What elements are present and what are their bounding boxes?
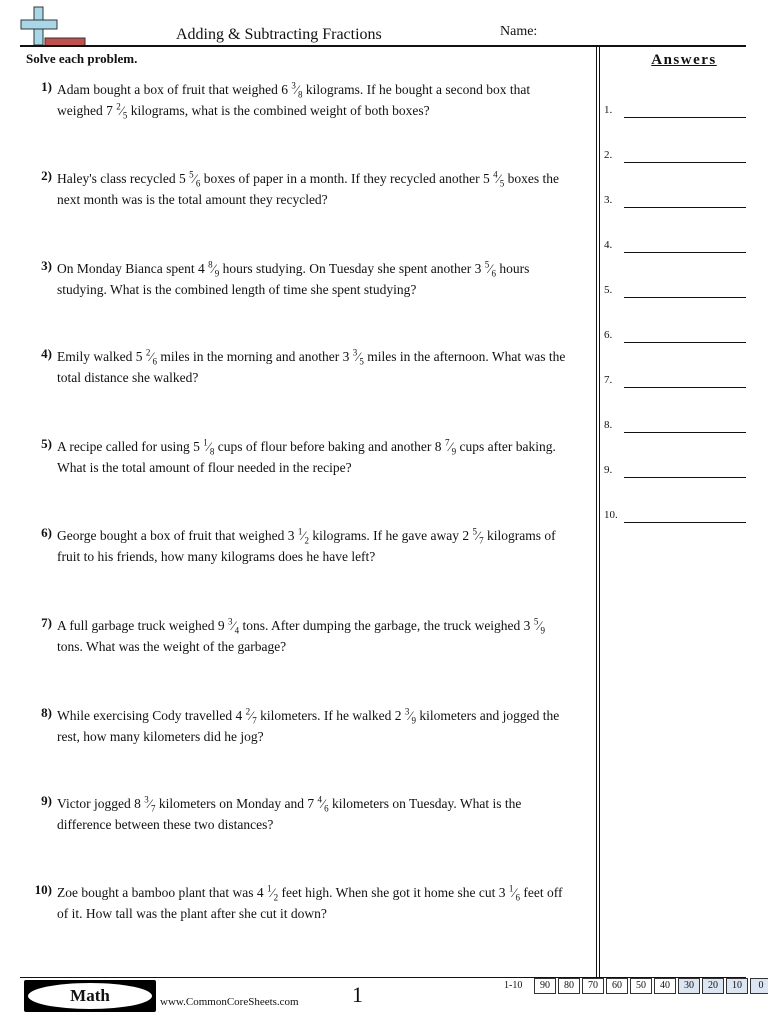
fraction: $^1⁄_2$ xyxy=(266,883,279,903)
problem-text: Emily walked 5 $^2⁄_6$ miles in the morning and another 3 $^3⁄_5$ miles in the afternoon. What was the total distance she walked? xyxy=(57,347,566,385)
fraction: $^4⁄_5$ xyxy=(493,169,505,189)
answer-blank[interactable] xyxy=(624,162,746,163)
problem-text: Adam bought a box of fruit that weighed 6 $^3⁄_8$ kilograms. If he bought a second box that weighed 7 $^2⁄_5$ kilograms, what is the combined weight of both boxes? xyxy=(57,80,531,121)
worksheet-title: Adding & Subtracting Fractions xyxy=(176,26,382,43)
math-badge xyxy=(24,980,156,1012)
answer-number: 6. xyxy=(604,329,613,341)
fraction: $^2⁄_6$ xyxy=(145,347,158,367)
column-divider xyxy=(596,47,597,977)
score-cell: 90 xyxy=(534,978,556,994)
score-cell: 20 xyxy=(702,978,724,994)
score-cell: 70 xyxy=(582,978,604,994)
answer-blank[interactable] xyxy=(624,522,746,523)
logo-icon xyxy=(20,6,86,48)
answer-number: 7. xyxy=(604,374,613,386)
score-cell: 50 xyxy=(630,978,652,994)
column-divider xyxy=(599,47,600,977)
problem-item xyxy=(24,346,572,388)
answer-blank[interactable] xyxy=(624,432,746,433)
answer-blank[interactable] xyxy=(624,387,746,388)
problem-item xyxy=(24,525,572,567)
score-cell: 60 xyxy=(606,978,628,994)
answer-blank[interactable] xyxy=(624,342,746,343)
header-rule xyxy=(20,45,746,47)
answer-blank[interactable] xyxy=(624,117,746,118)
problem-text: A full garbage truck weighed 9 $^3⁄_4$ tons. After dumping the garbage, the truck weighed 3 $^5⁄_9$ tons. What was the weight of the garbage? xyxy=(57,616,545,654)
problem-number: 8) xyxy=(41,705,52,720)
problem-item xyxy=(24,436,572,478)
problem-number: 6) xyxy=(41,525,52,540)
problem-number: 9) xyxy=(41,793,52,808)
answer-number: 3. xyxy=(604,194,613,206)
site-url: www.CommonCoreSheets.com xyxy=(160,996,299,1008)
answer-number: 8. xyxy=(604,419,613,431)
score-cell: 80 xyxy=(558,978,580,994)
answer-number: 5. xyxy=(604,284,613,296)
problem-text: Zoe bought a bamboo plant that was 4 $^1⁄_2$ feet high. When she got it home she cut 3 $^1⁄_6$ feet off of it. How tall was the plant after she cut it down? xyxy=(57,883,563,921)
fraction: $^5⁄_6$ xyxy=(484,259,496,279)
fraction: $^5⁄_7$ xyxy=(472,526,484,546)
answer-blank[interactable] xyxy=(624,207,746,208)
answer-number: 10. xyxy=(604,509,618,521)
problem-text: A recipe called for using 5 $^1⁄_8$ cups of flour before baking and another 8 $^7⁄_9$ cups after baking. What is the total amount of flour needed in the recipe? xyxy=(57,437,556,475)
fraction: $^3⁄_7$ xyxy=(144,794,156,814)
fraction: $^4⁄_6$ xyxy=(317,794,329,814)
answers-heading: Answers xyxy=(651,52,717,68)
fraction: $^8⁄_9$ xyxy=(208,259,220,279)
fraction: $^3⁄_9$ xyxy=(404,706,416,726)
problem-item xyxy=(24,793,572,835)
answer-number: 2. xyxy=(604,149,613,161)
fraction: $^5⁄_9$ xyxy=(533,616,545,636)
score-cell: 10 xyxy=(726,978,748,994)
problem-item xyxy=(24,882,572,924)
problem-text: On Monday Bianca spent 4 $^8⁄_9$ hours studying. On Tuesday she spent another 3 $^5⁄_6$ hours studying. What is the combined length of time she spent studying? xyxy=(57,259,530,297)
problem-number: 10) xyxy=(34,882,52,897)
math-badge-label: Math xyxy=(28,983,152,1009)
instructions: Solve each problem. xyxy=(26,51,138,66)
problem-item xyxy=(24,168,572,210)
answer-number: 1. xyxy=(604,104,613,116)
problem-number: 1) xyxy=(41,79,52,94)
answer-blank[interactable] xyxy=(624,297,746,298)
problem-item xyxy=(24,705,572,747)
score-table xyxy=(532,978,768,994)
fraction: $^7⁄_9$ xyxy=(444,437,457,457)
fraction: $^2⁄_7$ xyxy=(245,706,257,726)
answer-blank[interactable] xyxy=(624,252,746,253)
score-cell: 40 xyxy=(654,978,676,994)
fraction: $^3⁄_5$ xyxy=(352,347,364,367)
problem-text: Victor jogged 8 $^3⁄_7$ kilometers on Monday and 7 $^4⁄_6$ kilometers on Tuesday. What is the difference between these two distances? xyxy=(57,794,522,832)
fraction: $^5⁄_6$ xyxy=(189,169,201,189)
problem-number: 3) xyxy=(41,258,52,273)
page-number: 1 xyxy=(352,982,363,1007)
fraction: $^3⁄_4$ xyxy=(227,616,240,636)
score-range-label: 1-10 xyxy=(504,980,523,991)
problem-number: 7) xyxy=(41,615,52,630)
problem-number: 5) xyxy=(41,436,52,451)
problem-item xyxy=(24,258,572,300)
fraction: $^1⁄_2$ xyxy=(297,526,309,546)
fraction: $^1⁄_6$ xyxy=(508,883,521,903)
fraction: $^2⁄_5$ xyxy=(116,101,128,121)
answer-number: 9. xyxy=(604,464,613,476)
problem-number: 4) xyxy=(41,346,52,361)
problem-text: Haley's class recycled 5 $^5⁄_6$ boxes of paper in a month. If they recycled another 5 $^4⁄_5$ boxes the next month was is the total amount they recycled? xyxy=(57,169,560,207)
problem-number: 2) xyxy=(41,168,52,183)
answer-number: 4. xyxy=(604,239,613,251)
name-label: Name: xyxy=(500,24,538,39)
problem-text: While exercising Cody travelled 4 $^2⁄_7$ kilometers. If he walked 2 $^3⁄_9$ kilometers and jogged the rest, how many kilometers did he jog? xyxy=(57,706,560,744)
problem-item xyxy=(24,79,572,121)
score-cell: 30 xyxy=(678,978,700,994)
fraction: $^3⁄_8$ xyxy=(291,80,303,100)
fraction: $^1⁄_8$ xyxy=(203,437,215,457)
problem-text: George bought a box of fruit that weighed 3 $^1⁄_2$ kilograms. If he gave away 2 $^5⁄_7$ kilograms of fruit to his friends, how many kilograms does he have left? xyxy=(57,526,556,564)
problem-item xyxy=(24,615,572,657)
score-cell: 0 xyxy=(750,978,768,994)
answer-blank[interactable] xyxy=(624,477,746,478)
